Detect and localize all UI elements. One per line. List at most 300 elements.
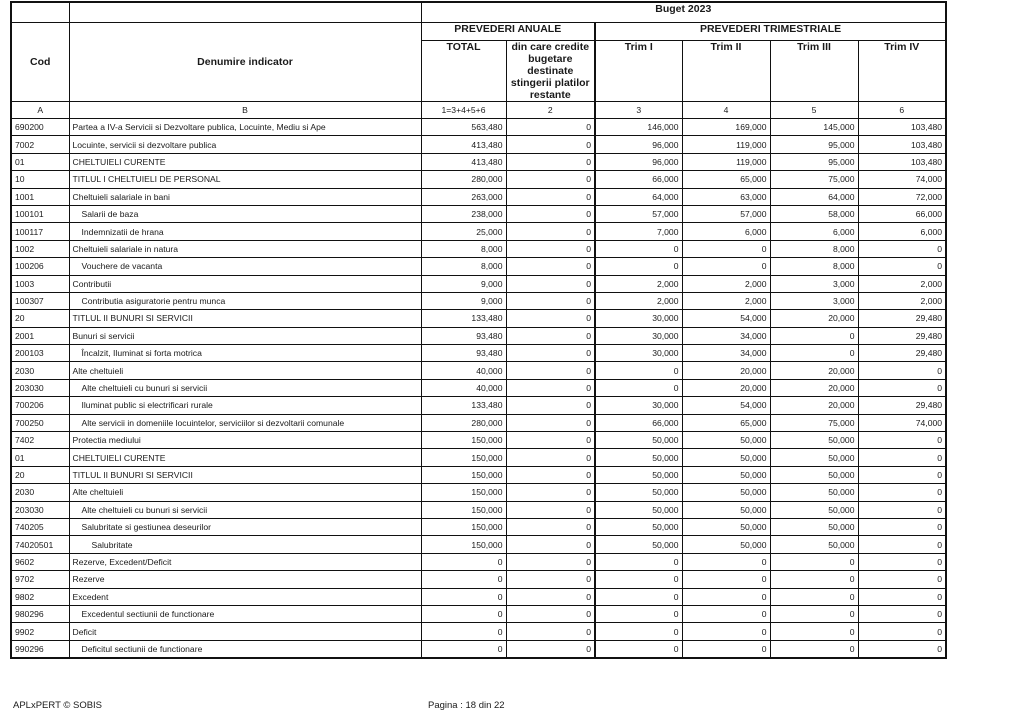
cell-trim1: 0 [595,640,682,658]
cell-credite: 0 [506,188,595,205]
cell-trim3: 50,000 [770,518,858,535]
cell-cod: 980296 [11,605,69,622]
cell-trim1: 30,000 [595,345,682,362]
table-row [11,345,946,362]
cell-total: 0 [421,640,506,658]
cell-credite: 0 [506,397,595,414]
cell-trim4: 29,480 [858,397,946,414]
cell-total: 9,000 [421,292,506,309]
cell-total: 150,000 [421,501,506,518]
cell-credite: 0 [506,205,595,222]
cell-total: 9,000 [421,275,506,292]
cell-total: 133,480 [421,397,506,414]
cell-trim3: 64,000 [770,188,858,205]
cell-trim1: 50,000 [595,536,682,553]
header-trim1: Trim I [595,41,682,102]
cell-denumire: Excedentul sectiunii de functionare [69,605,421,622]
cell-denumire: Contributia asiguratorie pentru munca [69,292,421,309]
cell-total: 0 [421,553,506,570]
cell-trim3: 50,000 [770,536,858,553]
cell-denumire: Contributii [69,275,421,292]
cell-trim3: 0 [770,571,858,588]
index-1: 1=3+4+5+6 [421,102,506,119]
cell-trim4: 0 [858,501,946,518]
header-blank-cod [11,2,69,23]
cell-trim4: 66,000 [858,205,946,222]
table-row [11,414,946,431]
cell-trim1: 50,000 [595,466,682,483]
cell-denumire: Alte cheltuieli cu bunuri si servicii [69,501,421,518]
cell-trim4: 74,000 [858,414,946,431]
cell-cod: 7002 [11,136,69,153]
cell-trim2: 50,000 [682,449,770,466]
cell-trim4: 29,480 [858,310,946,327]
cell-credite: 0 [506,240,595,257]
header-prevederi-anuale: PREVEDERI ANUALE [421,23,595,41]
cell-trim2: 20,000 [682,379,770,396]
cell-denumire: Locuinte, servicii si dezvoltare publica [69,136,421,153]
table-row [11,571,946,588]
cell-trim1: 30,000 [595,327,682,344]
cell-trim3: 50,000 [770,449,858,466]
table-row [11,153,946,170]
cell-trim2: 34,000 [682,327,770,344]
cell-trim3: 3,000 [770,292,858,309]
cell-cod: 74020501 [11,536,69,553]
cell-trim3: 50,000 [770,432,858,449]
header-trim2: Trim II [682,41,770,102]
cell-trim3: 95,000 [770,136,858,153]
cell-credite: 0 [506,640,595,658]
cell-trim1: 57,000 [595,205,682,222]
cell-trim2: 119,000 [682,153,770,170]
index-b: B [69,102,421,119]
cell-trim2: 34,000 [682,345,770,362]
header-index-row [11,102,946,119]
cell-trim1: 0 [595,362,682,379]
cell-trim4: 0 [858,605,946,622]
cell-cod: 2030 [11,484,69,501]
cell-denumire: CHELTUIELI CURENTE [69,449,421,466]
cell-denumire: TITLUL II BUNURI SI SERVICII [69,466,421,483]
cell-trim3: 20,000 [770,310,858,327]
cell-credite: 0 [506,571,595,588]
cell-credite: 0 [506,327,595,344]
header-prevederi-trimestriale: PREVEDERI TRIMESTRIALE [595,23,946,41]
table-row [11,536,946,553]
cell-trim3: 8,000 [770,240,858,257]
footer-page-number: Pagina : 18 din 22 [428,700,505,711]
cell-trim4: 103,480 [858,153,946,170]
cell-total: 93,480 [421,345,506,362]
cell-trim2: 169,000 [682,119,770,136]
cell-denumire: Cheltuieli salariale in natura [69,240,421,257]
cell-trim4: 0 [858,536,946,553]
cell-trim2: 50,000 [682,466,770,483]
table-row [11,640,946,658]
cell-trim1: 2,000 [595,292,682,309]
cell-credite: 0 [506,466,595,483]
cell-trim4: 0 [858,571,946,588]
cell-total: 150,000 [421,536,506,553]
cell-cod: 203030 [11,379,69,396]
cell-trim4: 29,480 [858,327,946,344]
cell-credite: 0 [506,292,595,309]
cell-credite: 0 [506,362,595,379]
cell-credite: 0 [506,449,595,466]
cell-trim2: 0 [682,553,770,570]
table-row [11,397,946,414]
cell-denumire: Rezerve [69,571,421,588]
cell-cod: 100117 [11,223,69,240]
table-row [11,379,946,396]
cell-denumire: Protectia mediului [69,432,421,449]
cell-trim2: 50,000 [682,432,770,449]
cell-trim1: 0 [595,379,682,396]
table-row [11,188,946,205]
table-row [11,484,946,501]
cell-trim4: 29,480 [858,345,946,362]
cell-trim2: 0 [682,623,770,640]
table-row [11,310,946,327]
cell-total: 8,000 [421,240,506,257]
table-row [11,362,946,379]
cell-trim2: 0 [682,605,770,622]
cell-denumire: Încalzit, Iluminat si forta motrica [69,345,421,362]
cell-cod: 9902 [11,623,69,640]
cell-trim4: 0 [858,518,946,535]
cell-trim3: 0 [770,553,858,570]
cell-trim2: 65,000 [682,171,770,188]
cell-trim1: 30,000 [595,397,682,414]
cell-trim4: 0 [858,553,946,570]
cell-total: 150,000 [421,432,506,449]
cell-trim4: 0 [858,484,946,501]
cell-credite: 0 [506,136,595,153]
cell-total: 0 [421,571,506,588]
table-row [11,223,946,240]
cell-denumire: Deficitul sectiunii de functionare [69,640,421,658]
cell-denumire: Iluminat public si electrificari rurale [69,397,421,414]
cell-trim3: 50,000 [770,501,858,518]
cell-denumire: Cheltuieli salariale in bani [69,188,421,205]
cell-trim2: 50,000 [682,484,770,501]
cell-denumire: Deficit [69,623,421,640]
cell-denumire: Salarii de baza [69,205,421,222]
header-trim4: Trim IV [858,41,946,102]
cell-trim2: 0 [682,240,770,257]
cell-trim3: 50,000 [770,484,858,501]
cell-trim3: 0 [770,623,858,640]
table-row [11,275,946,292]
table-row [11,171,946,188]
header-title-row [11,2,946,23]
cell-trim3: 50,000 [770,466,858,483]
cell-cod: 01 [11,153,69,170]
cell-cod: 1001 [11,188,69,205]
cell-total: 150,000 [421,518,506,535]
cell-trim4: 103,480 [858,119,946,136]
cell-trim1: 0 [595,605,682,622]
cell-trim1: 66,000 [595,171,682,188]
cell-cod: 690200 [11,119,69,136]
cell-denumire: Alte cheltuieli [69,484,421,501]
cell-trim1: 0 [595,623,682,640]
cell-total: 0 [421,588,506,605]
table-row [11,449,946,466]
cell-trim4: 0 [858,362,946,379]
cell-trim1: 7,000 [595,223,682,240]
table-row [11,553,946,570]
cell-trim2: 2,000 [682,275,770,292]
cell-trim3: 0 [770,605,858,622]
cell-trim1: 0 [595,571,682,588]
cell-credite: 0 [506,171,595,188]
cell-credite: 0 [506,414,595,431]
table-body [11,119,946,659]
cell-denumire: TITLUL II BUNURI SI SERVICII [69,310,421,327]
index-a: A [11,102,69,119]
header-denumire: Denumire indicator [69,23,421,102]
cell-trim4: 2,000 [858,292,946,309]
cell-trim2: 20,000 [682,362,770,379]
table-row [11,623,946,640]
table-row [11,518,946,535]
cell-credite: 0 [506,518,595,535]
cell-cod: 990296 [11,640,69,658]
cell-trim2: 0 [682,571,770,588]
cell-credite: 0 [506,275,595,292]
table-row [11,466,946,483]
cell-cod: 203030 [11,501,69,518]
table-row [11,119,946,136]
cell-trim1: 0 [595,258,682,275]
cell-trim3: 0 [770,588,858,605]
index-5: 5 [770,102,858,119]
cell-cod: 740205 [11,518,69,535]
cell-credite: 0 [506,153,595,170]
cell-credite: 0 [506,379,595,396]
cell-trim4: 0 [858,640,946,658]
cell-total: 150,000 [421,484,506,501]
cell-trim4: 103,480 [858,136,946,153]
header-credite: din care credite bugetare destinate stingerii platilor restante [506,41,595,102]
cell-trim2: 50,000 [682,501,770,518]
index-4: 4 [682,102,770,119]
cell-trim3: 20,000 [770,379,858,396]
budget-table [10,1,947,659]
index-3: 3 [595,102,682,119]
cell-trim1: 2,000 [595,275,682,292]
table-row [11,588,946,605]
cell-cod: 20 [11,466,69,483]
cell-trim3: 6,000 [770,223,858,240]
cell-trim3: 95,000 [770,153,858,170]
cell-total: 238,000 [421,205,506,222]
cell-cod: 200103 [11,345,69,362]
cell-trim2: 63,000 [682,188,770,205]
cell-trim4: 0 [858,466,946,483]
cell-trim1: 0 [595,553,682,570]
cell-credite: 0 [506,258,595,275]
cell-total: 0 [421,623,506,640]
cell-trim2: 0 [682,640,770,658]
cell-trim2: 54,000 [682,397,770,414]
cell-cod: 100206 [11,258,69,275]
table-row [11,240,946,257]
header-total: TOTAL [421,41,506,102]
cell-total: 150,000 [421,449,506,466]
cell-trim3: 75,000 [770,414,858,431]
cell-trim2: 119,000 [682,136,770,153]
cell-denumire: Salubritate [69,536,421,553]
header-cod: Cod [11,23,69,102]
cell-denumire: Partea a IV-a Servicii si Dezvoltare publica, Locuinte, Mediu si Ape [69,119,421,136]
cell-trim4: 74,000 [858,171,946,188]
cell-trim3: 58,000 [770,205,858,222]
cell-trim2: 0 [682,258,770,275]
cell-credite: 0 [506,119,595,136]
cell-trim1: 64,000 [595,188,682,205]
cell-trim2: 54,000 [682,310,770,327]
cell-trim1: 96,000 [595,153,682,170]
cell-trim3: 0 [770,345,858,362]
cell-trim4: 0 [858,449,946,466]
cell-total: 40,000 [421,379,506,396]
cell-trim2: 0 [682,588,770,605]
cell-total: 263,000 [421,188,506,205]
cell-cod: 2030 [11,362,69,379]
cell-total: 93,480 [421,327,506,344]
table-row [11,605,946,622]
cell-trim4: 0 [858,258,946,275]
cell-total: 0 [421,605,506,622]
cell-total: 133,480 [421,310,506,327]
cell-trim1: 50,000 [595,449,682,466]
cell-trim2: 65,000 [682,414,770,431]
cell-cod: 01 [11,449,69,466]
cell-trim3: 3,000 [770,275,858,292]
cell-cod: 20 [11,310,69,327]
cell-credite: 0 [506,536,595,553]
cell-trim1: 66,000 [595,414,682,431]
cell-total: 150,000 [421,466,506,483]
header-blank-name [69,2,421,23]
cell-trim3: 20,000 [770,362,858,379]
cell-trim4: 0 [858,432,946,449]
table-row [11,432,946,449]
cell-trim1: 50,000 [595,518,682,535]
cell-credite: 0 [506,345,595,362]
cell-trim4: 6,000 [858,223,946,240]
cell-trim3: 75,000 [770,171,858,188]
cell-credite: 0 [506,623,595,640]
table-row [11,501,946,518]
cell-cod: 1003 [11,275,69,292]
cell-denumire: TITLUL I CHELTUIELI DE PERSONAL [69,171,421,188]
cell-total: 413,480 [421,153,506,170]
cell-denumire: Salubritate si gestiunea deseurilor [69,518,421,535]
cell-cod: 100101 [11,205,69,222]
cell-denumire: Bunuri si servicii [69,327,421,344]
cell-trim3: 0 [770,327,858,344]
table-row [11,258,946,275]
cell-denumire: Rezerve, Excedent/Deficit [69,553,421,570]
cell-total: 280,000 [421,414,506,431]
cell-credite: 0 [506,605,595,622]
cell-trim2: 2,000 [682,292,770,309]
cell-denumire: Excedent [69,588,421,605]
cell-total: 8,000 [421,258,506,275]
cell-trim3: 145,000 [770,119,858,136]
cell-credite: 0 [506,588,595,605]
table-row [11,292,946,309]
cell-trim1: 96,000 [595,136,682,153]
cell-trim3: 20,000 [770,397,858,414]
cell-cod: 2001 [11,327,69,344]
cell-cod: 700250 [11,414,69,431]
table-row [11,205,946,222]
cell-trim1: 0 [595,588,682,605]
cell-trim2: 50,000 [682,518,770,535]
cell-credite: 0 [506,553,595,570]
index-2: 2 [506,102,595,119]
cell-cod: 10 [11,171,69,188]
cell-denumire: Indemnizatii de hrana [69,223,421,240]
index-6: 6 [858,102,946,119]
cell-trim2: 50,000 [682,536,770,553]
cell-denumire: Vouchere de vacanta [69,258,421,275]
cell-total: 563,480 [421,119,506,136]
cell-cod: 9802 [11,588,69,605]
cell-trim4: 0 [858,240,946,257]
cell-trim2: 57,000 [682,205,770,222]
cell-cod: 9702 [11,571,69,588]
cell-denumire: Alte servicii in domeniile locuintelor, serviciilor si dezvoltarii comunale [69,414,421,431]
budget-title: Buget 2023 [421,2,946,23]
cell-credite: 0 [506,484,595,501]
cell-trim2: 6,000 [682,223,770,240]
table-row [11,136,946,153]
cell-trim3: 0 [770,640,858,658]
footer-copyright: APLxPERT © SOBIS [13,700,103,711]
cell-trim1: 50,000 [595,432,682,449]
header-group-row [11,23,946,41]
cell-trim3: 8,000 [770,258,858,275]
cell-trim4: 0 [858,379,946,396]
cell-trim1: 0 [595,240,682,257]
cell-denumire: Alte cheltuieli cu bunuri si servicii [69,379,421,396]
cell-total: 25,000 [421,223,506,240]
cell-total: 413,480 [421,136,506,153]
cell-cod: 700206 [11,397,69,414]
cell-credite: 0 [506,432,595,449]
cell-cod: 9602 [11,553,69,570]
cell-trim4: 0 [858,623,946,640]
cell-total: 40,000 [421,362,506,379]
table-row [11,327,946,344]
cell-credite: 0 [506,310,595,327]
cell-trim1: 50,000 [595,501,682,518]
cell-trim1: 146,000 [595,119,682,136]
cell-credite: 0 [506,223,595,240]
cell-trim4: 0 [858,588,946,605]
cell-credite: 0 [506,501,595,518]
cell-trim1: 50,000 [595,484,682,501]
cell-trim4: 2,000 [858,275,946,292]
cell-denumire: Alte cheltuieli [69,362,421,379]
cell-trim1: 30,000 [595,310,682,327]
